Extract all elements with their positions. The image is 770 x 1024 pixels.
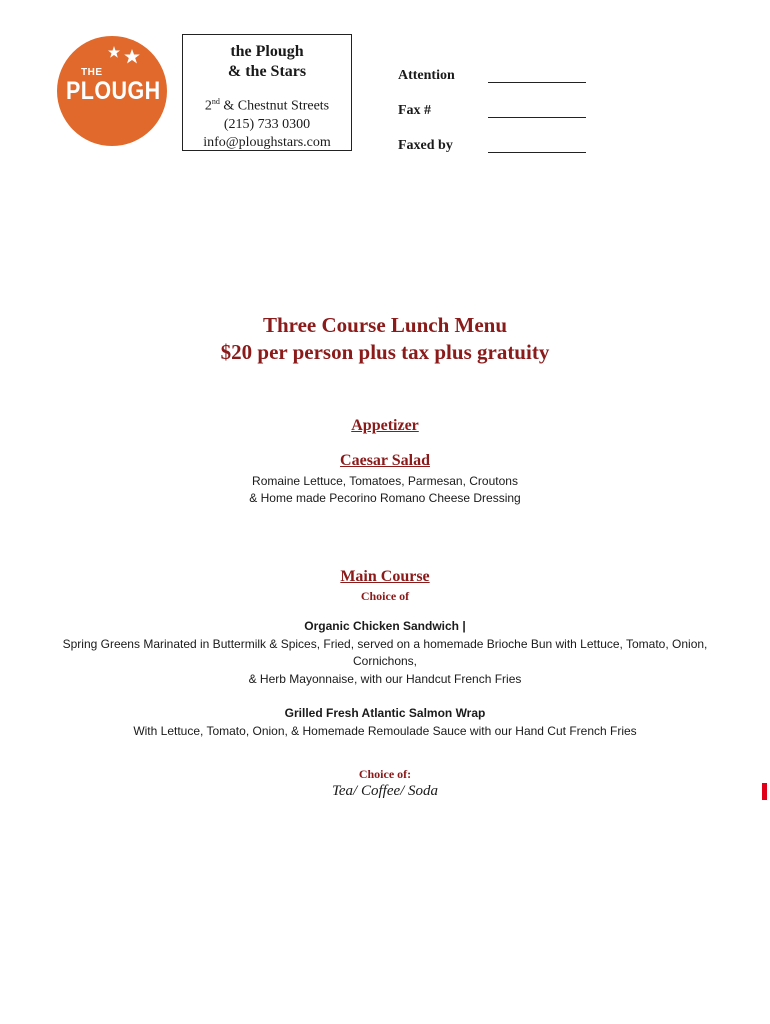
salmon-wrap-desc: With Lettuce, Tomato, Onion, & Homemade Remoulade Sauce with our Hand Cut French Fries [133, 724, 637, 738]
caesar-salad-desc-2: & Home made Pecorino Romano Cheese Dressing [249, 491, 521, 505]
main-course-heading: Main Course [340, 568, 430, 585]
logo-small-text: THE [81, 67, 103, 78]
attention-line [488, 68, 586, 83]
drinks-list: Tea/ Coffee/ Soda [331, 783, 439, 799]
fax-number-line [488, 103, 586, 118]
stars-icon [107, 44, 147, 68]
caesar-salad-desc-1: Romaine Lettuce, Tomatoes, Parmesan, Croutons [252, 474, 518, 488]
chicken-sandwich-desc-2: Cornichons, [352, 654, 418, 668]
chicken-sandwich-title: Organic Chicken Sandwich | [304, 619, 466, 633]
menu-price: $20 per person plus tax plus gratuity [220, 340, 550, 364]
faxed-by-line [488, 138, 586, 153]
chicken-sandwich-desc-3: & Herb Mayonnaise, with our Handcut French Fries [248, 672, 522, 686]
phone-number: (215) 733 0300 [223, 116, 311, 132]
email-address: info@ploughstars.com [203, 134, 331, 150]
address-box [182, 34, 352, 151]
attention-label: Attention [398, 68, 455, 83]
drinks-choice: Choice of: [358, 767, 412, 781]
appetizer-heading: Appetizer [351, 417, 419, 434]
main-course-choice: Choice of [360, 589, 410, 603]
logo-big-text: PLOUGH [66, 77, 161, 105]
salmon-wrap-title: Grilled Fresh Atlantic Salmon Wrap [284, 706, 486, 720]
red-marker [762, 783, 767, 800]
faxed-by-label: Faxed by [398, 138, 453, 153]
contact-info [183, 93, 351, 152]
plough-logo [57, 36, 167, 146]
chicken-sandwich-desc-1: Spring Greens Marinated in Buttermilk & Spices, Fried, served on a homemade Brioche Bun with Lettuce, Tomato, Onion, [62, 637, 708, 651]
street-address: 2nd & Chestnut Streets [204, 97, 330, 114]
caesar-salad-title: Caesar Salad [340, 452, 430, 469]
menu-title: Three Course Lunch Menu [262, 313, 508, 337]
fax-number-label: Fax # [398, 103, 432, 118]
restaurant-name: the Plough & the Stars [227, 43, 307, 80]
